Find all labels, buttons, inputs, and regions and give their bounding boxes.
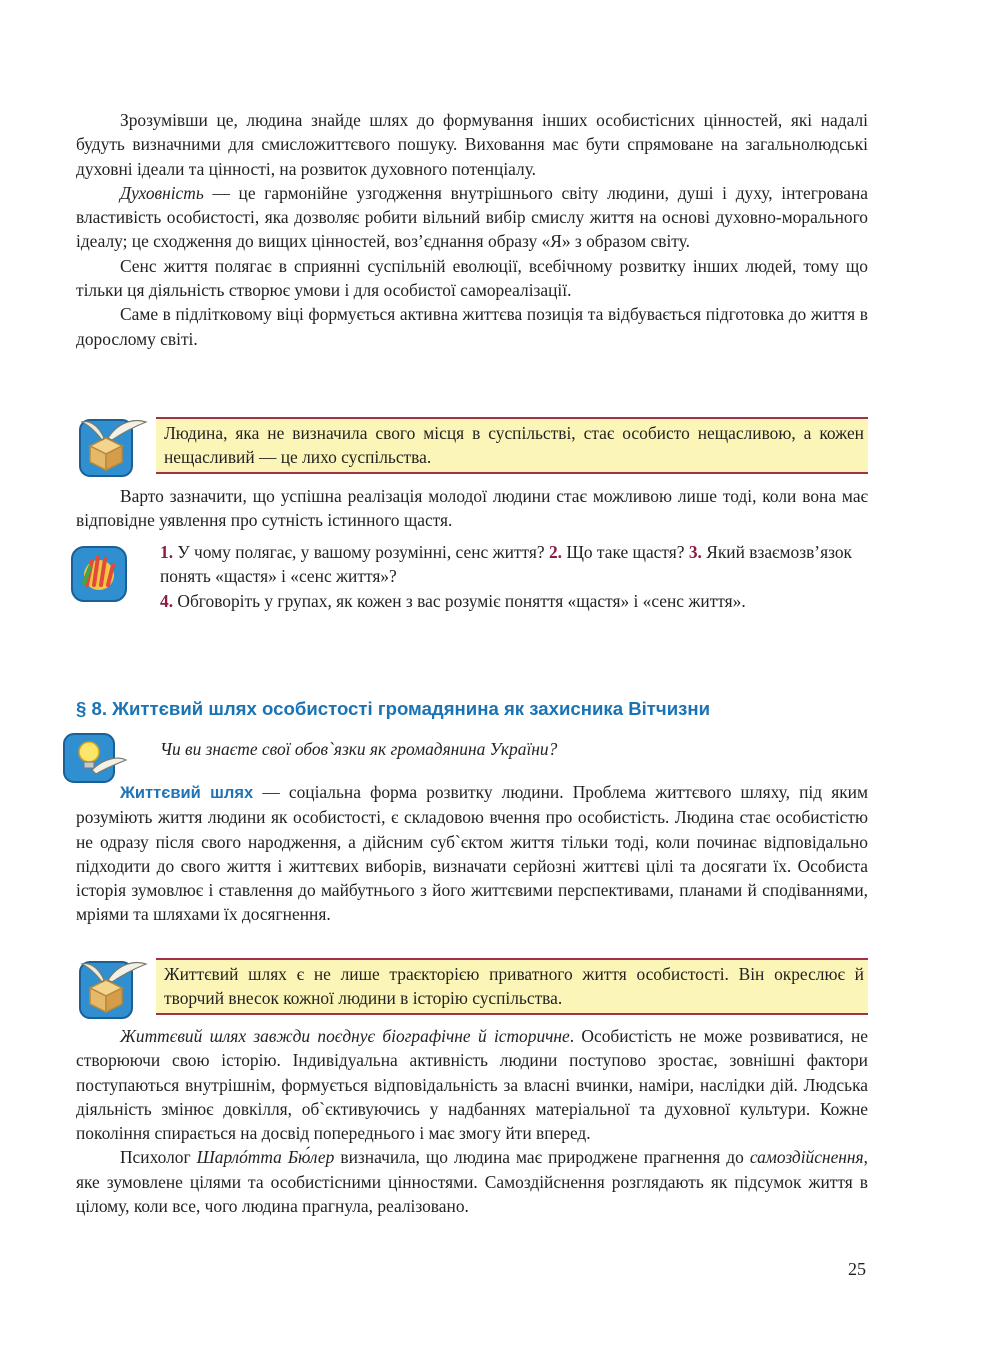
buhler-text: , яке зумовлене цілями та особистісними цінностями. Самоздійснення розглядають як підсумок життя в цілому, коли все, чого людина прагнула, реалізовано. — [76, 1147, 868, 1217]
callout-text-1: Людина, яка не визначила свого місця в суспільстві, стає особисто нещасливою, а кожен нещасливий — це лихо суспільства. — [164, 423, 864, 468]
biography-text: . Особистість не може розвиватися, не створюючи свою історію. Індивідуальна активність людини поступово зростає, зовнішні фактори поступаються внутрішнім, формується відповідальність за власні вчинки, наміри, наслідки дій. Людська діяльність змінює довкілля, об`єктивуючись у надбаннях матеріальної та духовної культури. Кожне покоління спирається на досвід попереднього і має змогу йти вперед. — [76, 1026, 868, 1144]
questions-block — [160, 540, 872, 613]
life-path-term: Життєвий шлях — [120, 784, 254, 802]
question-text: Обговоріть у групах, як кожен з вас розуміє поняття «щастя» і «сенс життя». — [173, 590, 746, 611]
question-line — [160, 540, 872, 589]
buhler-text: Психолог — [120, 1147, 197, 1168]
teen-age-paragraph: Саме в підлітковому віці формується активна життєва позиція та відбувається підготовка до життя в дорослому світі. — [76, 304, 868, 349]
life-path-definition: — соціальна форма розвитку людини. Проблема життєвого шляху, під яким розуміють життя людини як особистості, є складовою вчення про особистість. Людина стає особистістю не одразу після свого народження, а дійсним суб`єктом життя тільки тоді, коли починає відповідально підходити до свого життя і життєвих виборів, визначати серйозні життєві цілі та досягати їх. Особиста історія зумовлює і ставлення до майбутнього з його життєвими перспективами, планами й сподіваннями, мріями та шляхами їх досягнення. — [76, 782, 868, 925]
biography-paragraph — [76, 1024, 868, 1145]
question-number: 4. — [160, 590, 174, 611]
buhler-name: Шарлóтта Бю́лер — [196, 1147, 335, 1168]
book-feather-icon — [78, 958, 148, 1027]
section-title: § 8. Життєвий шлях особистості громадянина як захисника Вітчизни — [76, 698, 711, 719]
intro-block — [76, 108, 868, 351]
lead-question: Чи ви знаєте свої обов`язки як громадянина України? — [160, 739, 558, 759]
book-feather-icon — [78, 416, 148, 485]
question-text: Що таке щастя? — [562, 542, 685, 562]
spirituality-term: Духовність — [120, 182, 204, 203]
buhler-paragraph — [76, 1145, 868, 1218]
callout-text-2: Життєвий шлях є не лише траєкторією приватного життя особистості. Він окреслює й творчий внесок кожної людини в історію суспільства. — [164, 964, 864, 1009]
closing-block — [76, 1024, 868, 1218]
spirituality-definition: — це гармонійне узгодження внутрішнього світу людини, душі і духу, інтегрована властивість особистості, яка дозволяє робити вільний вибір смислу життя на основі духовно-морального ідеалу; це сходження до вищих цінностей, воз’єднання образу «Я» з образом світу. — [76, 182, 868, 252]
life-path-paragraph — [76, 780, 868, 927]
after-callout-block — [76, 484, 868, 533]
life-path-block — [76, 780, 868, 927]
spirituality-paragraph — [76, 181, 868, 254]
life-meaning-paragraph: Сенс життя полягає в сприянні суспільній еволюції, всебічному розвитку інших людей, тому що тільки ця діяльність створює умови і для особистої самореалізації. — [76, 255, 868, 301]
question-line — [160, 589, 872, 613]
page-number: 25 — [848, 1259, 866, 1279]
intro-paragraph: Зрозумівши це, людина знайде шлях до формування інших особистісних цінностей, які надалі будуть визначними для смисложиттєвого пошуку. Виховання має бути спрямоване на загальнолюдські духовні ідеали та цінності, на розвиток духовного потенціалу. — [76, 110, 868, 179]
self-realization-term: самоздійснення — [749, 1147, 864, 1168]
question-text: Який взаємозв’язок понять «щастя» і «сенс життя»? — [160, 542, 852, 587]
hands-icon — [70, 545, 128, 608]
callout-box-2 — [156, 958, 868, 1015]
biography-emphasis: Життєвий шлях завжди поєднує біографічне й історичне — [120, 1026, 570, 1046]
callout-box-1 — [156, 417, 868, 474]
happiness-paragraph: Варто зазначити, що успішна реалізація молодої людини стає можливою лише тоді, коли вона має відповідне уявлення про сутність істинного щастя. — [76, 486, 868, 531]
question-number: 1. — [160, 542, 174, 562]
buhler-text: визначила, що людина має природжене прагнення до — [334, 1147, 750, 1168]
question-number: 2. — [548, 542, 562, 562]
question-text: У чому полягає, у вашому розумінні, сенс життя? — [173, 542, 545, 562]
question-number: 3. — [688, 542, 702, 562]
